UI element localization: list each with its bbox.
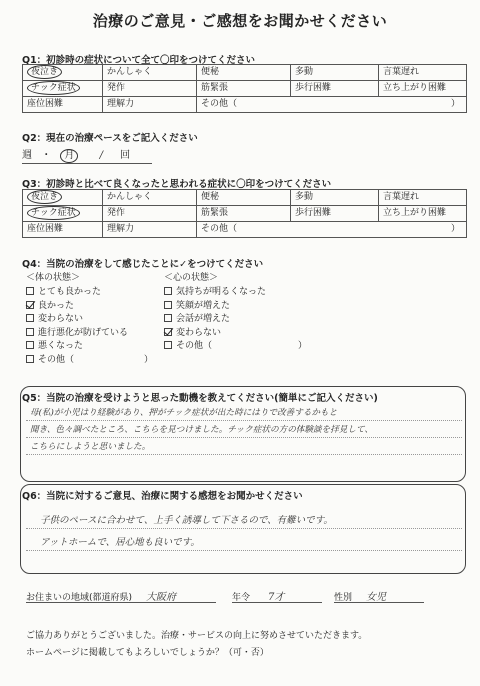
sex-value: 女児 bbox=[366, 592, 386, 603]
checkbox[interactable] bbox=[26, 287, 34, 295]
mind-state-heading: ＜心の状態＞ bbox=[164, 273, 219, 283]
checkbox[interactable] bbox=[26, 341, 34, 349]
q4-body-option[interactable]: 変わらない bbox=[26, 313, 226, 327]
age-underline[interactable] bbox=[232, 602, 322, 603]
q1-cell[interactable]: 便秘 bbox=[197, 65, 291, 81]
q2-label: Q2：現在の治療ペースをご記入ください bbox=[22, 133, 198, 144]
q3-label: Q3：初診時と比べて良くなったと思われる症状に〇印をつけてください bbox=[22, 179, 332, 190]
q3-cell[interactable]: 立ち上がり困難 bbox=[379, 206, 467, 222]
checkbox[interactable] bbox=[26, 314, 34, 322]
q1-symptom-table bbox=[22, 64, 467, 113]
area-value: 大阪府 bbox=[146, 592, 176, 603]
q4-body-option[interactable]: とても良かった bbox=[26, 286, 226, 300]
q1-cell[interactable]: 言葉遅れ bbox=[379, 65, 467, 81]
q5-answer-line: こちらにしようと思いました。 bbox=[30, 442, 151, 452]
ruled-line bbox=[26, 528, 462, 529]
q4-label: Q4：当院の治療をして感じたことに✓をつけてください bbox=[22, 259, 264, 270]
q1-cell[interactable]: 多動 bbox=[291, 65, 379, 81]
checkbox[interactable] bbox=[164, 301, 172, 309]
age-label: 年令 bbox=[232, 593, 251, 603]
area-label: お住まいの地域(都道府県) bbox=[26, 593, 133, 603]
q3-cell[interactable]: 便秘 bbox=[197, 190, 291, 206]
q2-pace-field[interactable]: 週 ・ 月 / 回 bbox=[22, 146, 152, 164]
q1-cell[interactable]: 立ち上がり困難 bbox=[379, 81, 467, 97]
q5-answer-line: 母(私)が小児はり経験があり、押がチック症状が出た時にはりで改善するかもと bbox=[30, 408, 338, 418]
q5-answer-line: 聞き、色々調べたところ、こちらを見つけました。チック症状の方の体験談を拝見して、 bbox=[30, 425, 373, 435]
checkbox[interactable] bbox=[26, 328, 34, 336]
checkbox[interactable] bbox=[26, 355, 34, 363]
q1-cell[interactable]: 座位困難 bbox=[23, 97, 103, 113]
sex-label: 性別 bbox=[334, 593, 353, 603]
q3-cell[interactable]: 多動 bbox=[291, 190, 379, 206]
footer-permission: ホームページに掲載してもよろしいでしょうか？（可・否） bbox=[26, 648, 269, 658]
q3-cell[interactable]: 歩行困難 bbox=[291, 206, 379, 222]
q6-label: Q6：当院に対するご意見、治療に関する感想をお聞かせください bbox=[22, 491, 303, 502]
ruled-line bbox=[26, 454, 462, 455]
q3-cell[interactable]: 言葉遅れ bbox=[379, 190, 467, 206]
ruled-line bbox=[26, 437, 462, 438]
q4-mind-column bbox=[164, 270, 384, 354]
q3-symptom-table bbox=[22, 189, 467, 238]
checkbox[interactable] bbox=[164, 341, 172, 349]
q4-mind-option[interactable]: その他（ ） bbox=[164, 340, 384, 354]
q4-mind-option[interactable]: 会話が増えた bbox=[164, 313, 384, 327]
q4-body-option[interactable]: 悪くなった bbox=[26, 340, 226, 354]
q4-mind-option[interactable]: 気持ちが明るくなった bbox=[164, 286, 384, 300]
checkbox[interactable] bbox=[164, 287, 172, 295]
q1-cell[interactable]: チック症状 bbox=[23, 81, 103, 97]
sex-underline[interactable] bbox=[334, 602, 424, 603]
q1-cell[interactable]: 歩行困難 bbox=[291, 81, 379, 97]
q3-cell[interactable]: 夜泣き bbox=[23, 190, 103, 206]
q1-label: Q1：初診時の症状について全て〇印をつけてください bbox=[22, 55, 255, 66]
age-value: 7才 bbox=[268, 592, 285, 603]
q1-cell[interactable]: 筋緊張 bbox=[197, 81, 291, 97]
q3-cell[interactable]: かんしゃく bbox=[103, 190, 197, 206]
q6-answer-line: アットホームで、居心地も良いです。 bbox=[40, 537, 200, 548]
q6-answer-line: 子供のペースに合わせて、上手く誘導して下さるので、有難いです。 bbox=[40, 515, 333, 526]
q4-mind-option[interactable]: 変わらない bbox=[164, 327, 384, 341]
page-title: 治療のご意見・ご感想をお聞かせください bbox=[92, 12, 388, 30]
q1-other-cell[interactable]: その他（ ） bbox=[197, 97, 467, 113]
body-state-heading: ＜体の状態＞ bbox=[26, 273, 81, 283]
ruled-line bbox=[26, 550, 462, 551]
q3-cell[interactable]: 発作 bbox=[103, 206, 197, 222]
q1-cell[interactable]: 夜泣き bbox=[23, 65, 103, 81]
q3-cell[interactable]: チック症状 bbox=[23, 206, 103, 222]
q4-body-option[interactable]: 良かった bbox=[26, 300, 226, 314]
q3-cell[interactable]: 座位困難 bbox=[23, 222, 103, 238]
q1-cell[interactable]: 理解力 bbox=[103, 97, 197, 113]
checked-checkbox[interactable] bbox=[26, 301, 34, 309]
q4-body-option[interactable]: 進行悪化が防げている bbox=[26, 327, 226, 341]
checkbox[interactable] bbox=[164, 314, 172, 322]
q1-cell[interactable]: 発作 bbox=[103, 81, 197, 97]
q3-other-cell[interactable]: その他（ ） bbox=[197, 222, 467, 238]
q4-mind-option[interactable]: 笑顔が増えた bbox=[164, 300, 384, 314]
area-underline[interactable] bbox=[26, 602, 216, 603]
q5-label: Q5：当院の治療を受けようと思った動機を教えてください(簡単にご記入ください) bbox=[22, 393, 378, 404]
ruled-line bbox=[26, 420, 462, 421]
q4-body-option[interactable]: その他（ ） bbox=[26, 354, 226, 368]
checked-checkbox[interactable] bbox=[164, 328, 172, 336]
q3-cell[interactable]: 筋緊張 bbox=[197, 206, 291, 222]
q1-cell[interactable]: かんしゃく bbox=[103, 65, 197, 81]
footer-thanks: ご協力ありがとうございました。治療・サービスの向上に努めさせていただきます。 bbox=[26, 631, 368, 641]
q3-cell[interactable]: 理解力 bbox=[103, 222, 197, 238]
